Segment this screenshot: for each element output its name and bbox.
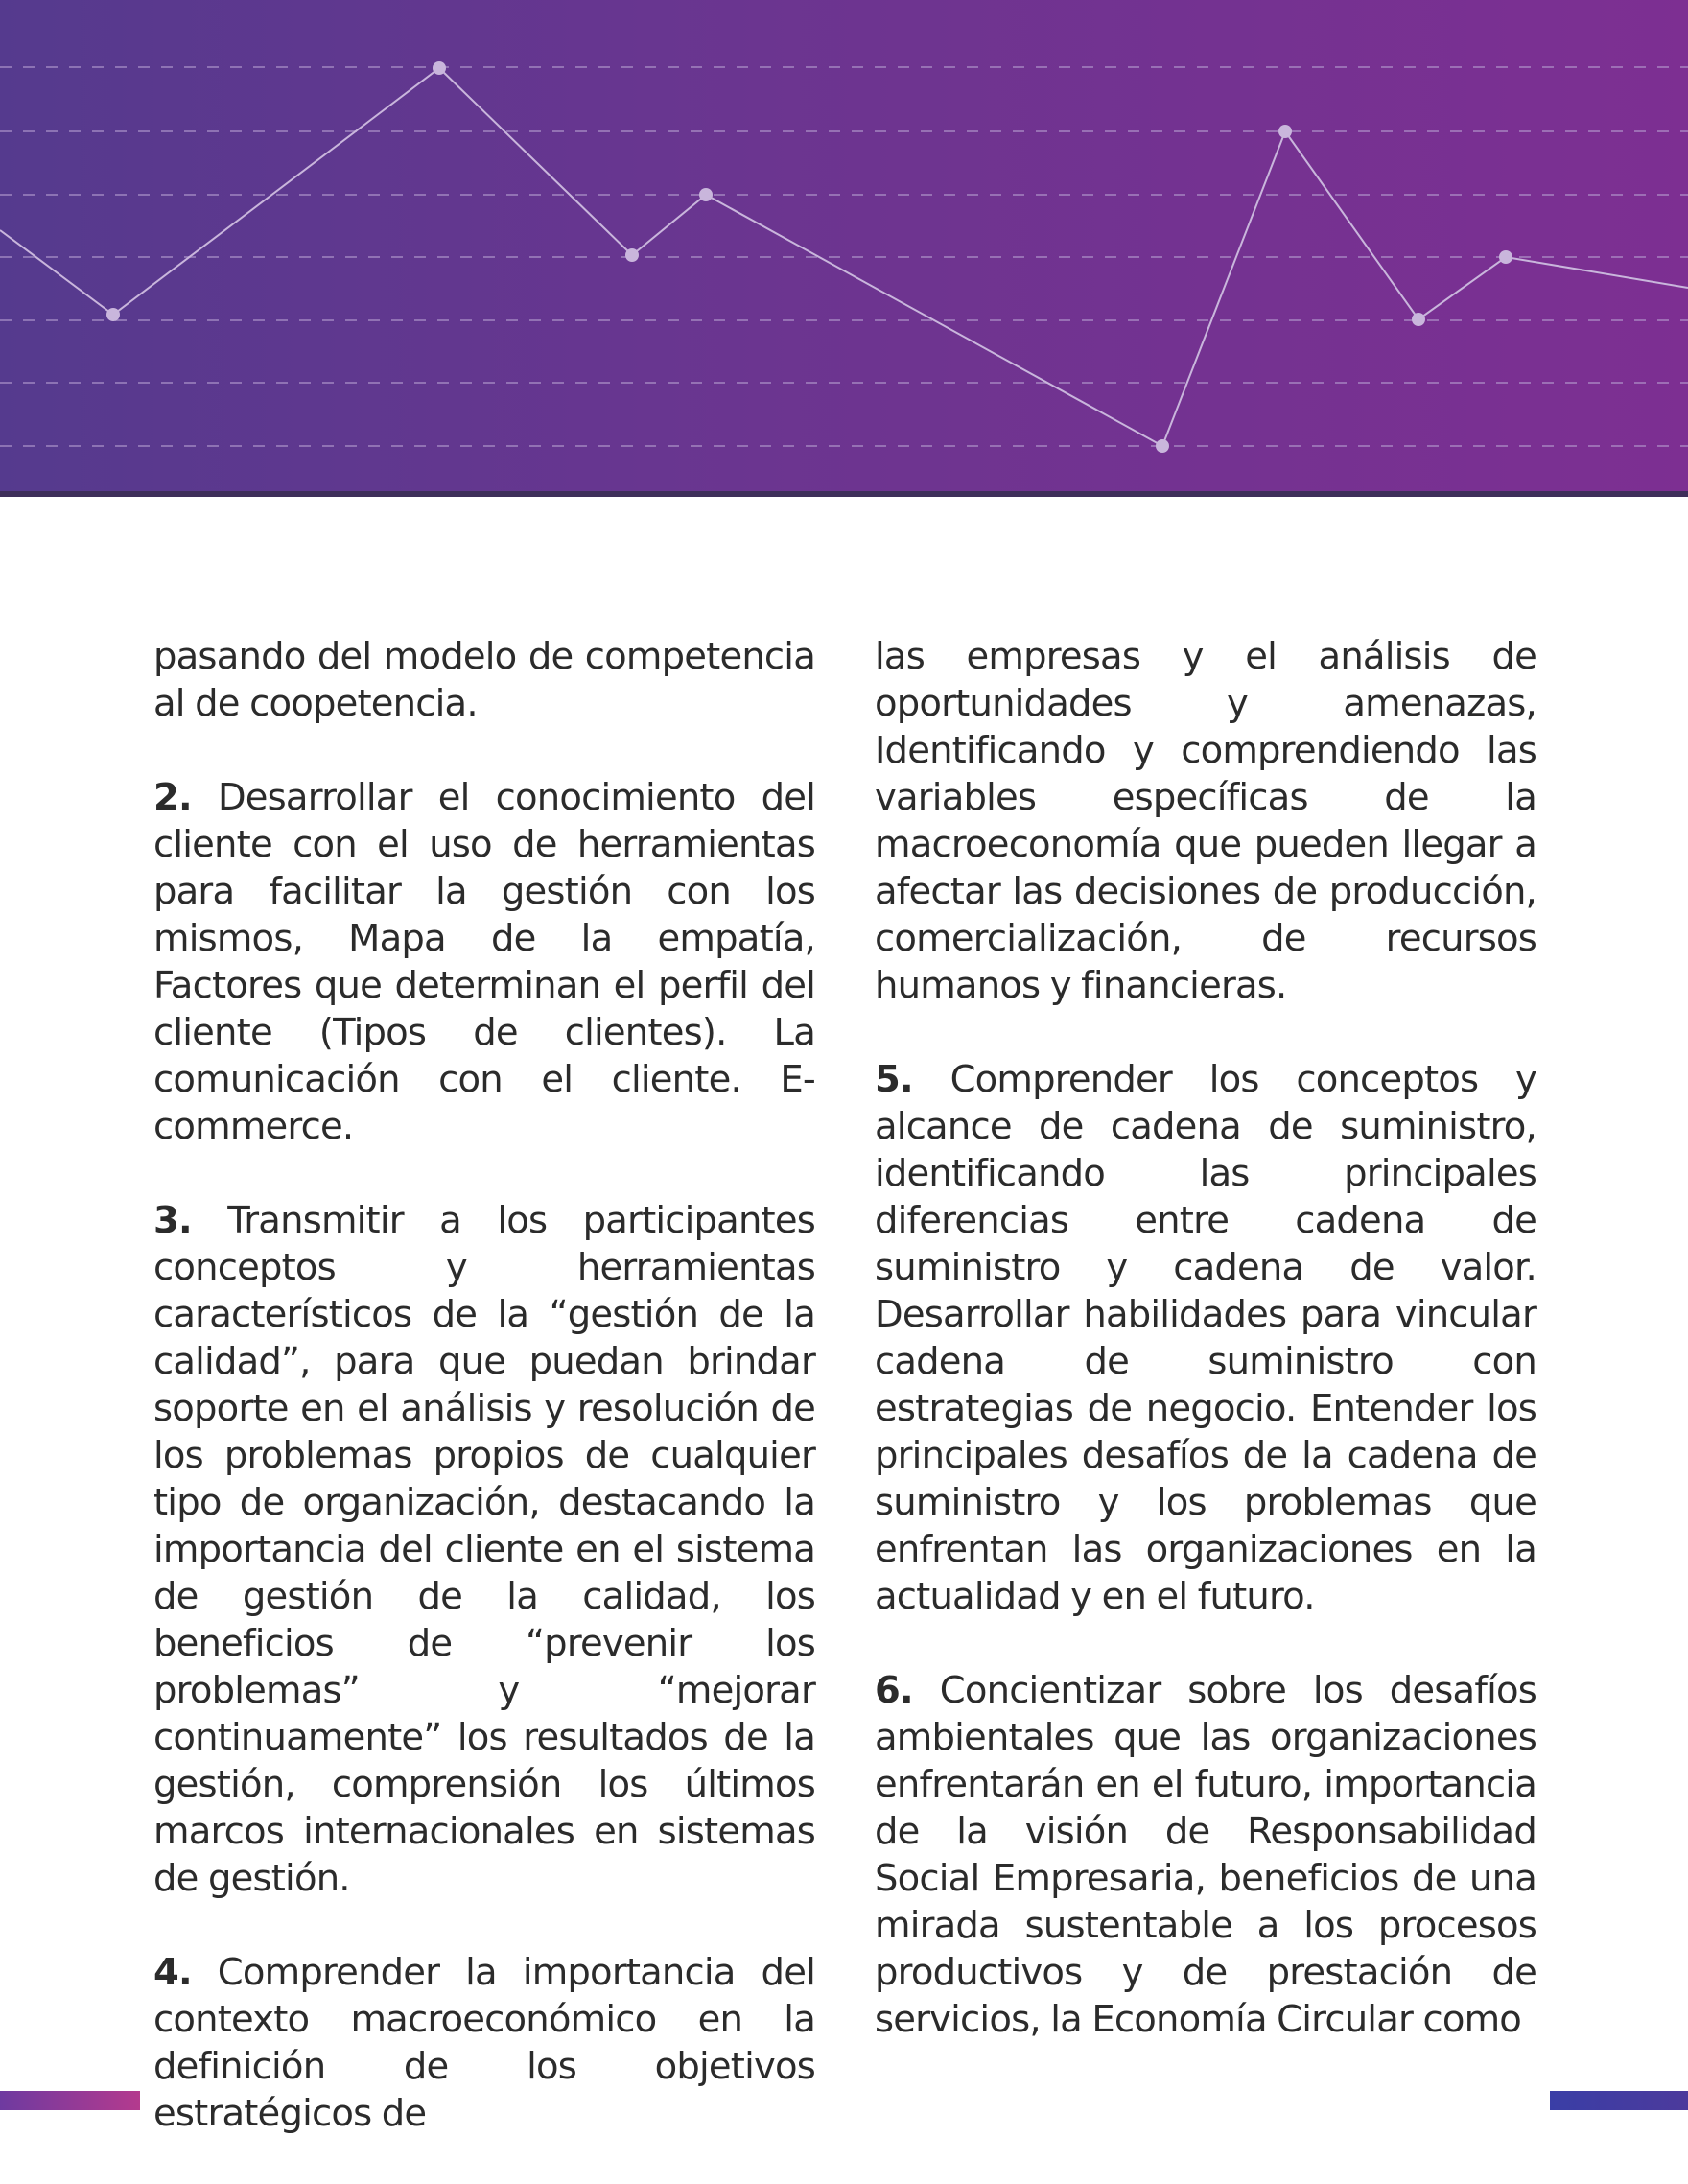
objective-item-4	[153, 1949, 815, 2137]
item-text: Desarrollar el conocimiento del cliente con el uso de herramientas para facilitar la gestión con los mismos, Mapa de la empatía, Factores que determinan el perfil del cliente (Tipos de clientes). La comunicación con el cliente. E-commerce.	[153, 776, 815, 1148]
item-number: 4.	[153, 1951, 192, 1994]
decorative-line-graphic	[0, 0, 1688, 491]
left-text-column	[153, 633, 815, 2184]
item-text: Comprender los conceptos y alcance de cadena de suministro, identificando las principales diferencias entre cadena de suministro y cadena de valor. Desarrollar habilidades para vincular cadena de suministro con estrategias de negocio. Entender los principales desafíos de la cadena de suministro y los problemas que enfrentan las organizaciones en la actualidad y en el futuro.	[875, 1058, 1536, 1618]
item-number: 5.	[875, 1058, 913, 1101]
item-number: 3.	[153, 1199, 192, 1242]
objective-item-3	[153, 1197, 815, 1902]
continued-paragraph: las empresas y el análisis de oportunidades y amenazas, Identificando y comprendiendo las variables específicas de la macroeconomía que pueden llegar a afectar las decisiones de producción, comercialización, de recursos humanos y financieras.	[875, 635, 1536, 1007]
objective-item-6	[875, 1667, 1536, 2043]
item-text: Transmitir a los participantes conceptos y herramientas característicos de la “gestión de la calidad”, para que puedan brindar soporte en el análisis y resolución de los problemas propios de cualquier tipo de organización, destacando la importancia del cliente en el sistema de gestión de la calidad, los beneficios de “prevenir los problemas” y “mejorar continuamente” los resultados de la gestión, comprensión los últimos marcos internacionales en sistemas de gestión.	[153, 1199, 815, 1900]
footer-accent-bar-right	[1550, 2091, 1688, 2110]
objective-item-2	[153, 774, 815, 1150]
continued-paragraph: pasando del modelo de competencia al de coopetencia.	[153, 635, 815, 725]
item-number: 2.	[153, 776, 192, 819]
header-banner	[0, 0, 1688, 497]
dashed-gridlines	[0, 67, 1688, 446]
item-text: Concientizar sobre los desafíos ambientales que las organizaciones enfrentarán en el futuro, importancia de la visión de Responsabilidad Social Empresaria, beneficios de una mirada sustentable a los procesos productivos y de prestación de servicios, la Economía Circular como	[875, 1669, 1536, 2041]
item-text: Comprender la importancia del contexto macroeconómico en la definición de los objetivos estratégicos de	[153, 1951, 815, 2135]
footer-accent-bar-left	[0, 2091, 140, 2110]
item-number: 6.	[875, 1669, 913, 1712]
right-text-column	[875, 633, 1536, 2090]
objective-item-5	[875, 1056, 1536, 1620]
